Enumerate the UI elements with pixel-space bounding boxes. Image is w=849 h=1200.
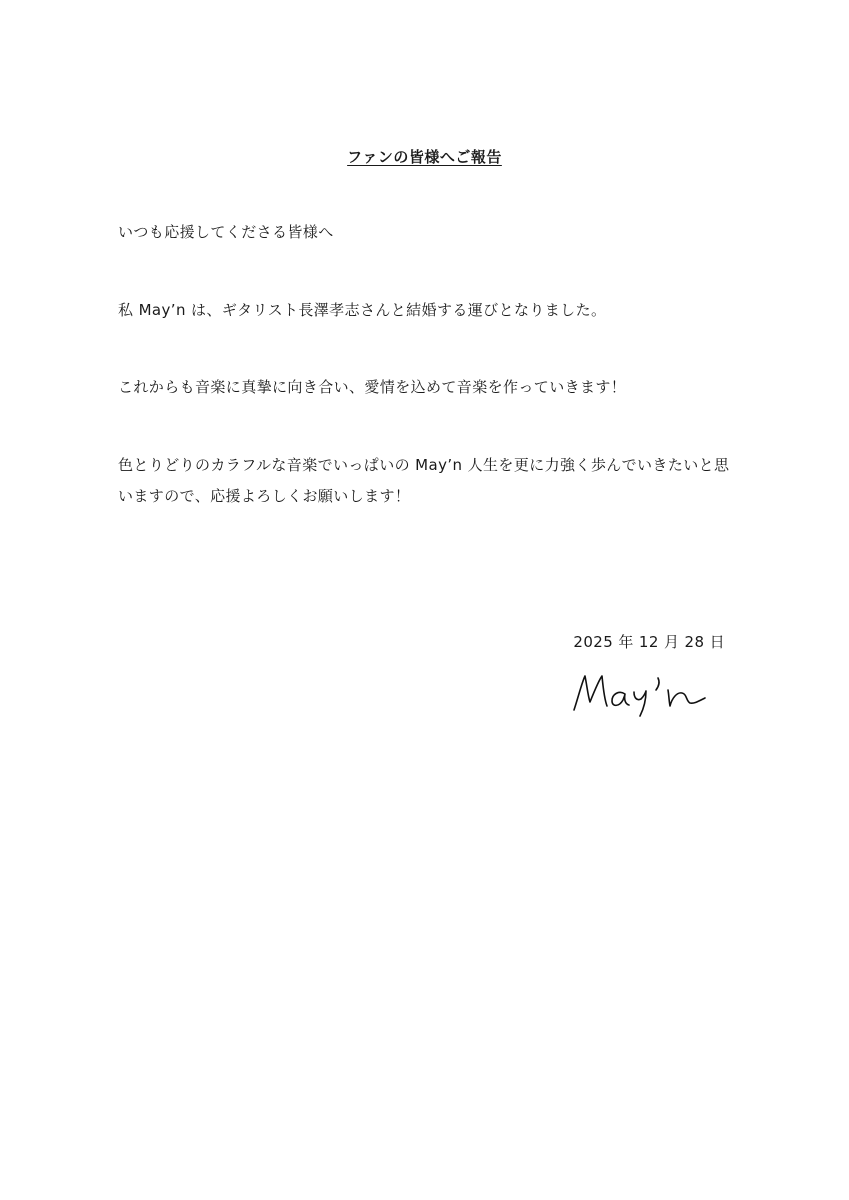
commitment-paragraph: これからも音楽に真摯に向き合い、愛情を込めて音楽を作っていきます！ [118, 378, 627, 396]
handwritten-signature [568, 668, 713, 718]
announcement-paragraph: 私 May’n は、ギタリスト長澤孝志さんと結婚する運びとなりました。 [118, 301, 607, 319]
closing-paragraph: 色とりどりのカラフルな音楽でいっぱいの May’n 人生を更に力強く歩んでいきたいと思いますので、応援よろしくお願いします！ [118, 456, 730, 505]
letter-title-text: ファンの皆様へご報告 [347, 148, 502, 166]
greeting-line: いつも応援してくださる皆様へ [118, 223, 334, 241]
letter-date: 2025 年 12 月 28 日 [573, 633, 725, 651]
letter-title [0, 146, 849, 167]
